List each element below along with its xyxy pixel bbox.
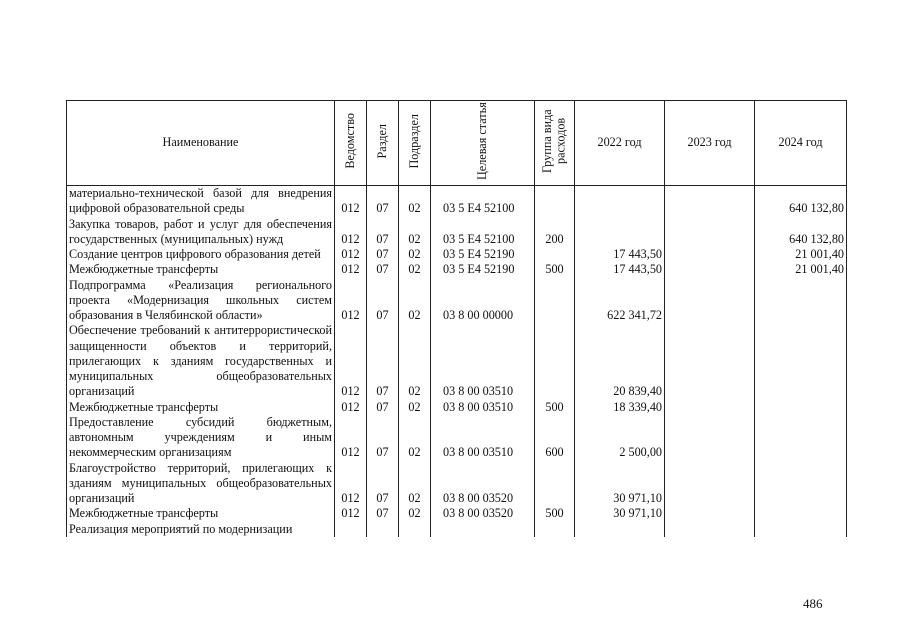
cell-2023 xyxy=(665,415,755,461)
cell-name: Создание центров цифрового образования детей xyxy=(67,247,335,262)
table-row xyxy=(67,415,847,461)
cell-2022: 17 443,50 xyxy=(575,247,665,262)
table-body xyxy=(67,186,847,537)
cell-group: 500 xyxy=(535,400,575,415)
cell-name: Межбюджетные трансферты xyxy=(67,506,335,521)
cell-2022: 17 443,50 xyxy=(575,262,665,277)
cell-target: 03 5 E4 52190 xyxy=(431,247,535,262)
cell-target: 03 8 00 03520 xyxy=(431,506,535,521)
cell-group xyxy=(535,278,575,324)
cell-2022: 2 500,00 xyxy=(575,415,665,461)
cell-group xyxy=(535,247,575,262)
cell-razdel: 07 xyxy=(367,461,399,507)
cell-2023 xyxy=(665,262,755,277)
header-podrazdel: Подраздел xyxy=(399,101,431,186)
header-group: Группа вида расходов xyxy=(535,101,575,186)
cell-2022: 30 971,10 xyxy=(575,506,665,521)
cell-razdel: 07 xyxy=(367,323,399,399)
cell-podrazdel: 02 xyxy=(399,400,431,415)
cell-vedomstvo: 012 xyxy=(335,415,367,461)
table-row xyxy=(67,247,847,262)
cell-group: 600 xyxy=(535,415,575,461)
cell-razdel: 07 xyxy=(367,217,399,248)
cell-podrazdel: 02 xyxy=(399,415,431,461)
header-2024: 2024 год xyxy=(755,101,847,186)
cell-target: 03 5 E4 52100 xyxy=(431,186,535,217)
cell-target: 03 8 00 03520 xyxy=(431,461,535,507)
cell-2022: 30 971,10 xyxy=(575,461,665,507)
cell-vedomstvo: 012 xyxy=(335,186,367,217)
table-row xyxy=(67,522,847,537)
cell-2024 xyxy=(755,461,847,507)
cell-2024 xyxy=(755,278,847,324)
cell-vedomstvo xyxy=(335,522,367,537)
cell-vedomstvo: 012 xyxy=(335,262,367,277)
cell-vedomstvo: 012 xyxy=(335,217,367,248)
cell-razdel: 07 xyxy=(367,247,399,262)
table-row xyxy=(67,262,847,277)
cell-2023 xyxy=(665,278,755,324)
cell-podrazdel: 02 xyxy=(399,247,431,262)
cell-name: Благоустройство территорий, прилегающих к зданиям муниципальных общеобразовательных организаций xyxy=(67,461,335,507)
cell-target: 03 5 E4 52100 xyxy=(431,217,535,248)
cell-2024: 640 132,80 xyxy=(755,186,847,217)
cell-target: 03 8 00 03510 xyxy=(431,323,535,399)
header-name: Наименование xyxy=(67,101,335,186)
cell-podrazdel: 02 xyxy=(399,262,431,277)
cell-vedomstvo: 012 xyxy=(335,247,367,262)
cell-razdel: 07 xyxy=(367,400,399,415)
cell-target: 03 8 00 00000 xyxy=(431,278,535,324)
cell-vedomstvo: 012 xyxy=(335,506,367,521)
table-header-row xyxy=(67,101,847,186)
budget-table xyxy=(66,100,847,537)
cell-2023 xyxy=(665,186,755,217)
cell-2022: 20 839,40 xyxy=(575,323,665,399)
cell-group xyxy=(535,186,575,217)
cell-name: Предоставление субсидий бюджетным, автономным учреждениям и иным некоммерческим организациям xyxy=(67,415,335,461)
page-number: 486 xyxy=(803,596,823,611)
cell-2024 xyxy=(755,522,847,537)
cell-podrazdel: 02 xyxy=(399,186,431,217)
cell-podrazdel: 02 xyxy=(399,217,431,248)
table-row xyxy=(67,323,847,399)
cell-vedomstvo: 012 xyxy=(335,323,367,399)
cell-razdel: 07 xyxy=(367,506,399,521)
cell-2022 xyxy=(575,217,665,248)
cell-group xyxy=(535,522,575,537)
header-target: Целевая статья xyxy=(431,101,535,186)
cell-name: Межбюджетные трансферты xyxy=(67,400,335,415)
cell-vedomstvo: 012 xyxy=(335,400,367,415)
header-razdel: Раздел xyxy=(367,101,399,186)
cell-2022 xyxy=(575,186,665,217)
table-row xyxy=(67,506,847,521)
cell-2022 xyxy=(575,522,665,537)
header-2023: 2023 год xyxy=(665,101,755,186)
cell-2022: 18 339,40 xyxy=(575,400,665,415)
cell-2022: 622 341,72 xyxy=(575,278,665,324)
cell-podrazdel: 02 xyxy=(399,323,431,399)
cell-group: 500 xyxy=(535,506,575,521)
cell-2024 xyxy=(755,506,847,521)
cell-name: Межбюджетные трансферты xyxy=(67,262,335,277)
cell-2023 xyxy=(665,323,755,399)
cell-name: материально-технической базой для внедрения цифровой образовательной среды xyxy=(67,186,335,217)
cell-razdel: 07 xyxy=(367,186,399,217)
table-row xyxy=(67,400,847,415)
cell-2023 xyxy=(665,247,755,262)
table-row xyxy=(67,278,847,324)
cell-podrazdel: 02 xyxy=(399,461,431,507)
cell-2023 xyxy=(665,522,755,537)
cell-2024 xyxy=(755,323,847,399)
header-vedomstvo: Ведомство xyxy=(335,101,367,186)
cell-name: Закупка товаров, работ и услуг для обеспечения государственных (муниципальных) нужд xyxy=(67,217,335,248)
cell-podrazdel: 02 xyxy=(399,506,431,521)
cell-vedomstvo: 012 xyxy=(335,278,367,324)
cell-razdel xyxy=(367,522,399,537)
cell-razdel: 07 xyxy=(367,278,399,324)
cell-podrazdel: 02 xyxy=(399,278,431,324)
cell-podrazdel xyxy=(399,522,431,537)
cell-razdel: 07 xyxy=(367,262,399,277)
cell-name: Подпрограмма «Реализация регионального проекта «Модернизация школьных систем образования в Челябинской области» xyxy=(67,278,335,324)
cell-group xyxy=(535,461,575,507)
cell-razdel: 07 xyxy=(367,415,399,461)
cell-target: 03 8 00 03510 xyxy=(431,400,535,415)
cell-2024 xyxy=(755,415,847,461)
cell-2024: 640 132,80 xyxy=(755,217,847,248)
cell-2023 xyxy=(665,506,755,521)
cell-2023 xyxy=(665,461,755,507)
cell-group xyxy=(535,323,575,399)
cell-target xyxy=(431,522,535,537)
table-row xyxy=(67,217,847,248)
cell-2024: 21 001,40 xyxy=(755,262,847,277)
cell-2024 xyxy=(755,400,847,415)
cell-name: Реализация мероприятий по модернизации xyxy=(67,522,335,537)
cell-2024: 21 001,40 xyxy=(755,247,847,262)
table-row xyxy=(67,186,847,217)
cell-2023 xyxy=(665,400,755,415)
table-row xyxy=(67,461,847,507)
cell-target: 03 8 00 03510 xyxy=(431,415,535,461)
cell-name: Обеспечение требований к антитеррористической защищенности объектов и территорий, прилегающих к зданиям государственных и муниципальных общеобразовательных организаций xyxy=(67,323,335,399)
cell-2023 xyxy=(665,217,755,248)
cell-group: 500 xyxy=(535,262,575,277)
header-2022: 2022 год xyxy=(575,101,665,186)
cell-vedomstvo: 012 xyxy=(335,461,367,507)
cell-target: 03 5 E4 52190 xyxy=(431,262,535,277)
cell-group: 200 xyxy=(535,217,575,248)
